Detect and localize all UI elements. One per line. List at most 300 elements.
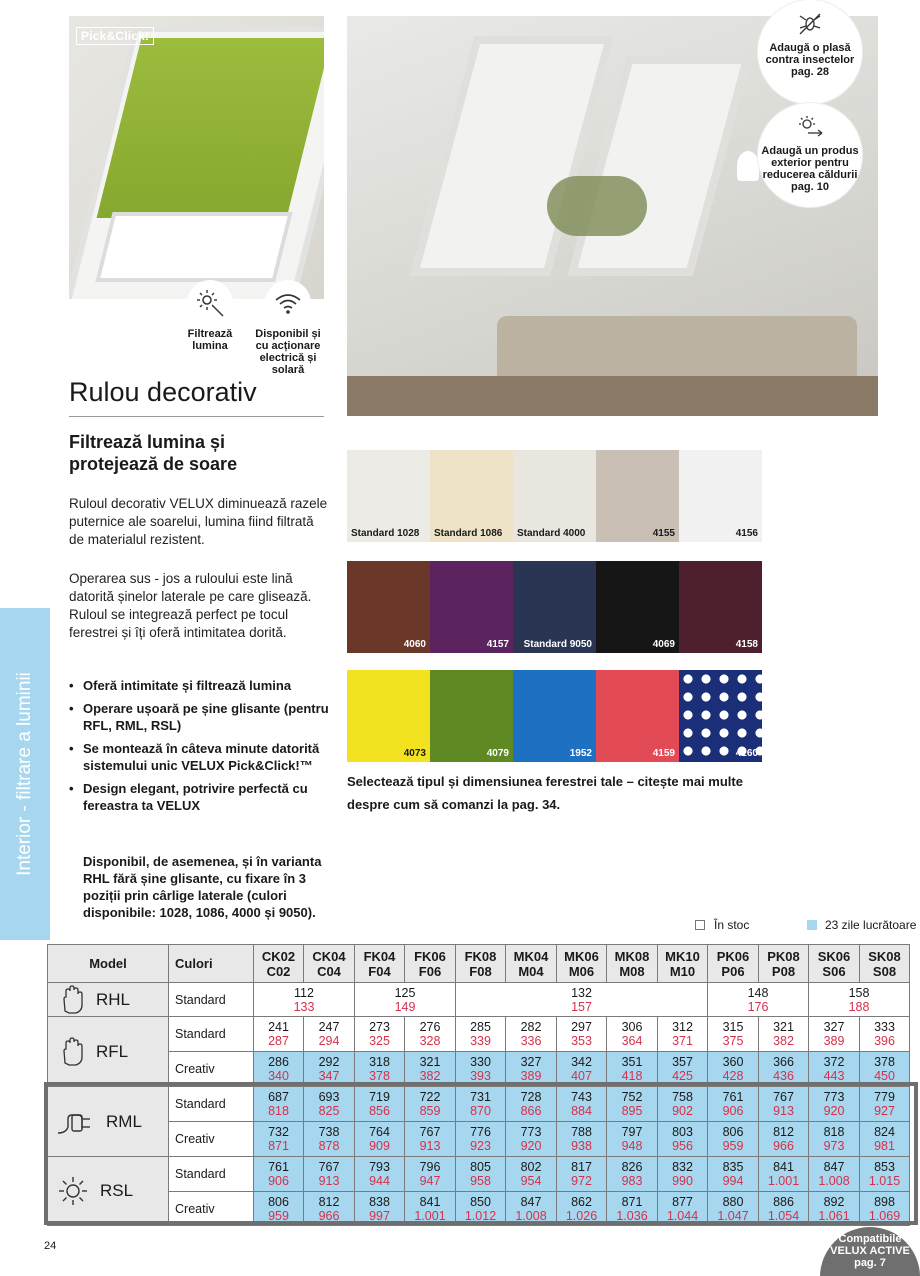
heat-reduction-callout[interactable] — [758, 103, 862, 207]
price-cell — [557, 1087, 607, 1122]
price-value: 321 — [773, 1020, 794, 1034]
size-code: FK06 — [414, 948, 446, 964]
section-side-tab-label: Interior - filtrare a luminii — [14, 672, 35, 876]
swatch-label: 4060 — [403, 639, 426, 650]
price-cell — [405, 1087, 456, 1122]
size-code: MK10 — [665, 948, 700, 964]
price-value: 351 — [621, 1055, 643, 1069]
price-value-vat: 871 — [268, 1139, 289, 1153]
price-value: 764 — [369, 1125, 390, 1139]
legend-23-days-marker — [807, 920, 817, 930]
price-value-vat: 347 — [318, 1069, 340, 1083]
list-item: • Oferă intimitate și filtrează lumina — [69, 677, 331, 694]
price-cell — [708, 1122, 759, 1157]
also-available-note: Disponibil, de asemenea, și în varianta RHL fără șine glisante, cu fixare în 3 poziții prin cârlige laterale (culori disponibile: 1028, 1086, 4000 și 9050). — [83, 854, 322, 920]
price-cell — [809, 1122, 860, 1157]
price-cell — [254, 983, 355, 1017]
table-header-row — [48, 945, 910, 983]
table-row — [48, 1052, 910, 1087]
price-value: 812 — [773, 1125, 794, 1139]
header-size — [304, 945, 355, 983]
price-value: 796 — [419, 1160, 441, 1174]
price-cell — [405, 1192, 456, 1226]
price-value-vat: 947 — [419, 1174, 441, 1188]
table-row — [48, 1122, 910, 1157]
row-label: Creativ — [169, 1192, 254, 1226]
price-value-vat: 1.047 — [717, 1208, 749, 1223]
price-value-vat: 878 — [318, 1139, 340, 1153]
price-value-vat: 966 — [318, 1208, 340, 1223]
price-cell — [860, 1052, 910, 1087]
price-value-vat: 382 — [419, 1069, 441, 1083]
swatch-4155[interactable] — [596, 450, 679, 542]
price-cell — [708, 983, 809, 1017]
price-cell — [456, 1087, 506, 1122]
price-value: 687 — [268, 1090, 289, 1104]
price-cell — [456, 1052, 506, 1087]
swatch-4069[interactable] — [596, 561, 679, 653]
price-value-vat: 902 — [672, 1104, 693, 1118]
table-row — [48, 983, 910, 1017]
price-cell — [658, 1122, 708, 1157]
size-code: FK08 — [464, 948, 497, 964]
price-value: 132 — [571, 985, 592, 1000]
price-value-vat: 973 — [823, 1139, 845, 1153]
price-cell — [355, 983, 456, 1017]
price-value: 767 — [773, 1090, 794, 1104]
wifi-signal-icon — [265, 280, 311, 326]
price-value-vat: 1.008 — [515, 1208, 547, 1223]
price-value-vat: 1.036 — [616, 1208, 648, 1223]
price-cell — [658, 1052, 708, 1087]
price-value: 788 — [571, 1125, 592, 1139]
price-value: 330 — [470, 1055, 491, 1069]
price-value-vat: 959 — [268, 1208, 289, 1223]
price-value-vat: 418 — [621, 1069, 643, 1083]
price-value-vat: 870 — [470, 1104, 491, 1118]
size-code-old: F08 — [469, 963, 492, 979]
price-value: 722 — [419, 1090, 441, 1104]
model-name: RHL — [96, 989, 131, 1009]
price-value-vat: 393 — [470, 1069, 491, 1083]
heat-reduction-icon — [796, 113, 824, 141]
price-value: 793 — [369, 1160, 390, 1174]
price-cell — [254, 1052, 304, 1087]
header-size — [607, 945, 658, 983]
model-rhl — [48, 983, 169, 1017]
price-cell — [254, 1017, 304, 1052]
price-value: 342 — [571, 1055, 592, 1069]
price-value: 767 — [318, 1160, 340, 1174]
price-cell — [506, 1087, 557, 1122]
price-cell — [809, 1017, 860, 1052]
price-value-vat: 1.001 — [767, 1174, 800, 1188]
price-value-vat: 994 — [722, 1174, 744, 1188]
price-value: 898 — [874, 1194, 895, 1209]
price-cell — [456, 983, 708, 1017]
price-value-vat: 913 — [773, 1104, 794, 1118]
price-cell — [355, 1157, 405, 1192]
swatch-4156[interactable] — [679, 450, 762, 542]
model-name: RFL — [96, 1041, 129, 1061]
price-cell — [607, 1192, 658, 1226]
model-rsl — [48, 1157, 169, 1226]
price-cell — [304, 1052, 355, 1087]
price-value-vat: 1.054 — [767, 1208, 800, 1223]
swatch-standard-1086[interactable] — [430, 450, 513, 542]
price-value-vat: 1.008 — [818, 1174, 850, 1188]
price-value-vat: 983 — [621, 1174, 643, 1188]
price-value-vat: 1.012 — [464, 1208, 497, 1223]
price-cell — [304, 1122, 355, 1157]
manual-hand-icon — [56, 1037, 86, 1067]
price-value: 853 — [874, 1160, 895, 1174]
price-cell — [759, 1157, 809, 1192]
table-row — [48, 1157, 910, 1192]
header-size — [759, 945, 809, 983]
price-value: 803 — [672, 1125, 693, 1139]
swatch-label: 4069 — [652, 639, 675, 650]
price-cell — [405, 1052, 456, 1087]
price-value: 327 — [520, 1055, 542, 1069]
price-cell — [708, 1087, 759, 1122]
price-value-vat: 443 — [823, 1069, 845, 1083]
header-size — [254, 945, 304, 983]
price-value: 847 — [520, 1194, 542, 1209]
price-cell — [304, 1157, 355, 1192]
heat-reduction-text: Adaugă un produs exterior pentru reducerea căldurii pag. 10 — [761, 145, 859, 193]
swatch-1952[interactable] — [513, 670, 596, 762]
swatch-label: Standard 1028 — [351, 528, 420, 539]
size-code-old: S08 — [872, 963, 897, 979]
price-value-vat: 382 — [773, 1034, 794, 1048]
price-value: 806 — [268, 1194, 289, 1209]
page-title: Rulou decorativ — [69, 377, 257, 407]
price-value-vat: 1.044 — [666, 1208, 699, 1223]
price-cell — [759, 1017, 809, 1052]
price-cell — [607, 1122, 658, 1157]
price-value: 286 — [268, 1055, 289, 1069]
swatch-4079[interactable] — [430, 670, 513, 762]
price-value: 817 — [571, 1160, 592, 1174]
price-value: 797 — [621, 1125, 643, 1139]
price-value: 773 — [823, 1090, 845, 1104]
price-value: 835 — [722, 1160, 744, 1174]
price-value: 315 — [722, 1020, 744, 1034]
swatch-4157[interactable] — [430, 561, 513, 653]
header-model: Model — [48, 945, 169, 983]
price-cell — [759, 1052, 809, 1087]
price-value-vat: 325 — [369, 1034, 390, 1048]
row-label: Standard — [169, 983, 254, 1017]
header-size — [557, 945, 607, 983]
price-value-vat: 959 — [722, 1139, 744, 1153]
price-value-vat: 923 — [470, 1139, 491, 1153]
price-value-vat: 1.015 — [868, 1174, 901, 1188]
velux-active-badge[interactable] — [820, 1227, 920, 1276]
price-value-vat: 407 — [571, 1069, 592, 1083]
section-subtitle: Filtrează lumina și protejează de soare — [69, 432, 238, 474]
price-value: 158 — [848, 985, 870, 1000]
price-cell — [557, 1052, 607, 1087]
price-value: 743 — [571, 1090, 592, 1104]
price-cell — [759, 1122, 809, 1157]
size-code: MK04 — [513, 948, 549, 964]
row-label: Standard — [169, 1017, 254, 1052]
feature-label-electric: Disponibil și cu acționare electrică și solară — [255, 328, 321, 376]
price-value-vat: 339 — [470, 1034, 491, 1048]
price-cell — [456, 1157, 506, 1192]
swatch-4159[interactable] — [596, 670, 679, 762]
price-value: 378 — [874, 1055, 895, 1069]
swatch-label: 4156 — [735, 528, 758, 539]
compat-line-1: Compatibile — [838, 1233, 902, 1245]
price-cell — [658, 1157, 708, 1192]
price-value: 321 — [419, 1055, 441, 1069]
price-cell — [254, 1192, 304, 1226]
price-cell — [405, 1017, 456, 1052]
price-value: 841 — [419, 1194, 441, 1209]
price-value-vat: 906 — [268, 1174, 289, 1188]
swatch-label: 4079 — [486, 748, 509, 759]
price-value-vat: 389 — [823, 1034, 845, 1048]
header-colors: Culori — [169, 945, 254, 983]
price-value-vat: 938 — [571, 1139, 592, 1153]
price-value: 276 — [419, 1020, 441, 1034]
price-value-vat: 825 — [318, 1104, 340, 1118]
price-value: 112 — [294, 985, 314, 1000]
row-label: Creativ — [169, 1052, 254, 1087]
price-value-vat: 884 — [571, 1104, 592, 1118]
table-row — [48, 1017, 910, 1052]
swatch-4073[interactable] — [347, 670, 430, 762]
price-value-vat: 927 — [874, 1104, 895, 1118]
price-cell — [506, 1052, 557, 1087]
price-value-vat: 157 — [571, 999, 592, 1014]
price-value: 758 — [672, 1090, 693, 1104]
price-cell — [607, 1017, 658, 1052]
legend-23-days: 23 zile lucrătoare — [825, 918, 917, 932]
price-value: 333 — [874, 1020, 895, 1034]
swatch-label: 4160 — [735, 748, 758, 759]
price-value-vat: 990 — [672, 1174, 693, 1188]
price-cell — [809, 1087, 860, 1122]
price-cell — [506, 1192, 557, 1226]
price-cell — [506, 1122, 557, 1157]
price-value: 731 — [470, 1090, 491, 1104]
size-code: MK06 — [564, 948, 599, 964]
price-value: 282 — [520, 1020, 542, 1034]
price-value: 241 — [268, 1020, 289, 1034]
price-cell — [557, 1192, 607, 1226]
intro-paragraph: Ruloul decorativ VELUX diminuează razele puternice ale soarelui, lumina fiind filtrată de materialul rezistent. — [69, 496, 328, 547]
price-value: 779 — [874, 1090, 895, 1104]
swatch-label: 4157 — [486, 639, 509, 650]
header-size — [708, 945, 759, 983]
price-value-vat: 909 — [369, 1139, 390, 1153]
price-value: 752 — [621, 1090, 643, 1104]
price-cell — [708, 1052, 759, 1087]
price-cell — [607, 1157, 658, 1192]
header-size — [456, 945, 506, 983]
row-label: Creativ — [169, 1122, 254, 1157]
sun-filter-icon — [187, 280, 233, 326]
price-value-vat: 1.069 — [868, 1208, 901, 1223]
price-value: 247 — [318, 1020, 340, 1034]
price-cell — [809, 1052, 860, 1087]
price-cell — [405, 1122, 456, 1157]
price-cell — [860, 1157, 910, 1192]
header-size — [355, 945, 405, 983]
price-value: 886 — [773, 1194, 794, 1209]
swatch-4160[interactable] — [679, 670, 762, 762]
price-value: 847 — [823, 1160, 845, 1174]
swatch-4060[interactable] — [347, 561, 430, 653]
price-value-vat: 364 — [621, 1034, 643, 1048]
swatch-label: 4158 — [735, 639, 758, 650]
price-cell — [708, 1192, 759, 1226]
insect-screen-icon — [796, 10, 824, 38]
swatch-4158[interactable] — [679, 561, 762, 653]
price-value: 327 — [823, 1020, 845, 1034]
price-cell — [759, 1087, 809, 1122]
price-value-vat: 396 — [874, 1034, 895, 1048]
price-value: 826 — [621, 1160, 643, 1174]
price-value: 292 — [318, 1055, 340, 1069]
size-code-old: M08 — [619, 963, 645, 979]
price-value-vat: 997 — [369, 1208, 390, 1223]
price-cell — [506, 1017, 557, 1052]
price-value: 805 — [470, 1160, 491, 1174]
price-value-vat: 856 — [369, 1104, 390, 1118]
price-cell — [809, 1192, 860, 1226]
price-value: 285 — [470, 1020, 491, 1034]
price-value: 767 — [419, 1125, 441, 1139]
price-value: 761 — [722, 1090, 744, 1104]
price-value-vat: 913 — [419, 1139, 441, 1153]
price-value: 850 — [470, 1194, 491, 1209]
electric-plug-icon — [56, 1107, 96, 1137]
price-value-vat: 981 — [874, 1139, 895, 1153]
price-cell — [355, 1087, 405, 1122]
price-cell — [355, 1192, 405, 1226]
price-value: 862 — [571, 1194, 592, 1209]
model-name: RML — [106, 1111, 142, 1131]
swatch-label: 4155 — [652, 528, 675, 539]
size-code: CK04 — [312, 948, 346, 964]
price-value-vat: 176 — [747, 999, 769, 1014]
price-value: 728 — [520, 1090, 542, 1104]
pick-click-badge: Pick&Click! — [76, 27, 154, 45]
price-value-vat: 188 — [848, 999, 870, 1014]
page-number: 24 — [44, 1240, 57, 1252]
header-size — [658, 945, 708, 983]
price-value-vat: 906 — [722, 1104, 744, 1118]
price-value-vat: 954 — [520, 1174, 542, 1188]
size-code-old: F06 — [418, 963, 442, 979]
size-code-old: P06 — [721, 963, 745, 979]
price-value-vat: 1.026 — [565, 1208, 598, 1223]
insect-screen-text: Adaugă o plasă contra insectelor pag. 28 — [765, 42, 855, 78]
swatch-standard-4000[interactable] — [513, 450, 596, 542]
price-value-vat: 371 — [672, 1034, 693, 1048]
price-cell — [456, 1017, 506, 1052]
price-cell — [304, 1192, 355, 1226]
list-item: • Design elegant, potrivire perfectă cu fereastra ta VELUX — [69, 780, 331, 814]
price-value-vat: 450 — [874, 1069, 895, 1083]
size-code-old: M10 — [669, 963, 696, 979]
price-cell — [708, 1157, 759, 1192]
price-value-vat: 287 — [268, 1034, 289, 1048]
row-label: Standard — [169, 1087, 254, 1122]
price-value: 806 — [722, 1125, 744, 1139]
size-code-old: F04 — [368, 963, 391, 979]
operation-paragraph: Operarea sus - jos a ruloului este lină datorită șinelor laterale pe care glisează. Ruloul se integrează perfect pe tocul ferestrei și îți oferă intimitatea dorită. — [69, 571, 312, 640]
price-value: 273 — [369, 1020, 390, 1034]
legend-in-stock-marker — [695, 920, 705, 930]
model-rfl — [48, 1017, 169, 1087]
solar-sun-icon — [56, 1174, 90, 1208]
swatch-label: Standard 4000 — [517, 528, 586, 539]
price-value-vat: 958 — [470, 1174, 491, 1188]
price-value-vat: 920 — [520, 1139, 542, 1153]
price-cell — [860, 1122, 910, 1157]
price-value-vat: 378 — [369, 1069, 390, 1083]
price-cell — [860, 1017, 910, 1052]
size-code: SK06 — [817, 948, 851, 964]
price-cell — [355, 1122, 405, 1157]
price-value: 802 — [520, 1160, 542, 1174]
price-value-vat: 1.001 — [414, 1208, 446, 1223]
price-cell — [355, 1017, 405, 1052]
price-cell — [254, 1087, 304, 1122]
size-code: SK08 — [868, 948, 901, 964]
compat-line-3: pag. 7 — [854, 1257, 886, 1269]
price-cell — [557, 1157, 607, 1192]
size-code-old: S06 — [822, 963, 846, 979]
price-cell — [304, 1017, 355, 1052]
row-label: Standard — [169, 1157, 254, 1192]
price-value: 318 — [369, 1055, 390, 1069]
price-value-vat: 328 — [419, 1034, 441, 1048]
insect-screen-callout[interactable] — [758, 0, 862, 104]
selection-note: Selectează tipul și dimensiunea ferestrei tale – citește mai multe despre cum să comanzi la pag. 34. — [347, 774, 743, 812]
price-cell — [658, 1087, 708, 1122]
price-value: 880 — [722, 1194, 744, 1209]
price-value-vat: 948 — [621, 1139, 643, 1153]
price-value: 832 — [672, 1160, 693, 1174]
price-cell — [405, 1157, 456, 1192]
price-value: 372 — [823, 1055, 845, 1069]
price-value: 719 — [369, 1090, 390, 1104]
list-item: • Operare ușoară pe șine glisante (pentru RFL, RML, RSL) — [69, 700, 331, 734]
price-cell — [809, 983, 910, 1017]
swatch-standard-1028[interactable] — [347, 450, 430, 542]
price-cell — [607, 1052, 658, 1087]
price-value: 312 — [672, 1020, 693, 1034]
list-item: • Se montează în câteva minute datorită sistemului unic VELUX Pick&Click!™ — [69, 740, 331, 774]
price-value-vat: 436 — [773, 1069, 794, 1083]
price-value: 818 — [823, 1125, 845, 1139]
price-value: 776 — [470, 1125, 491, 1139]
header-size — [405, 945, 456, 983]
swatch-standard-9050[interactable] — [513, 561, 596, 653]
size-code-old: C02 — [266, 963, 291, 979]
price-cell — [860, 1192, 910, 1226]
price-value-vat: 859 — [419, 1104, 441, 1118]
price-value-vat: 389 — [520, 1069, 542, 1083]
price-value-vat: 149 — [394, 999, 416, 1014]
